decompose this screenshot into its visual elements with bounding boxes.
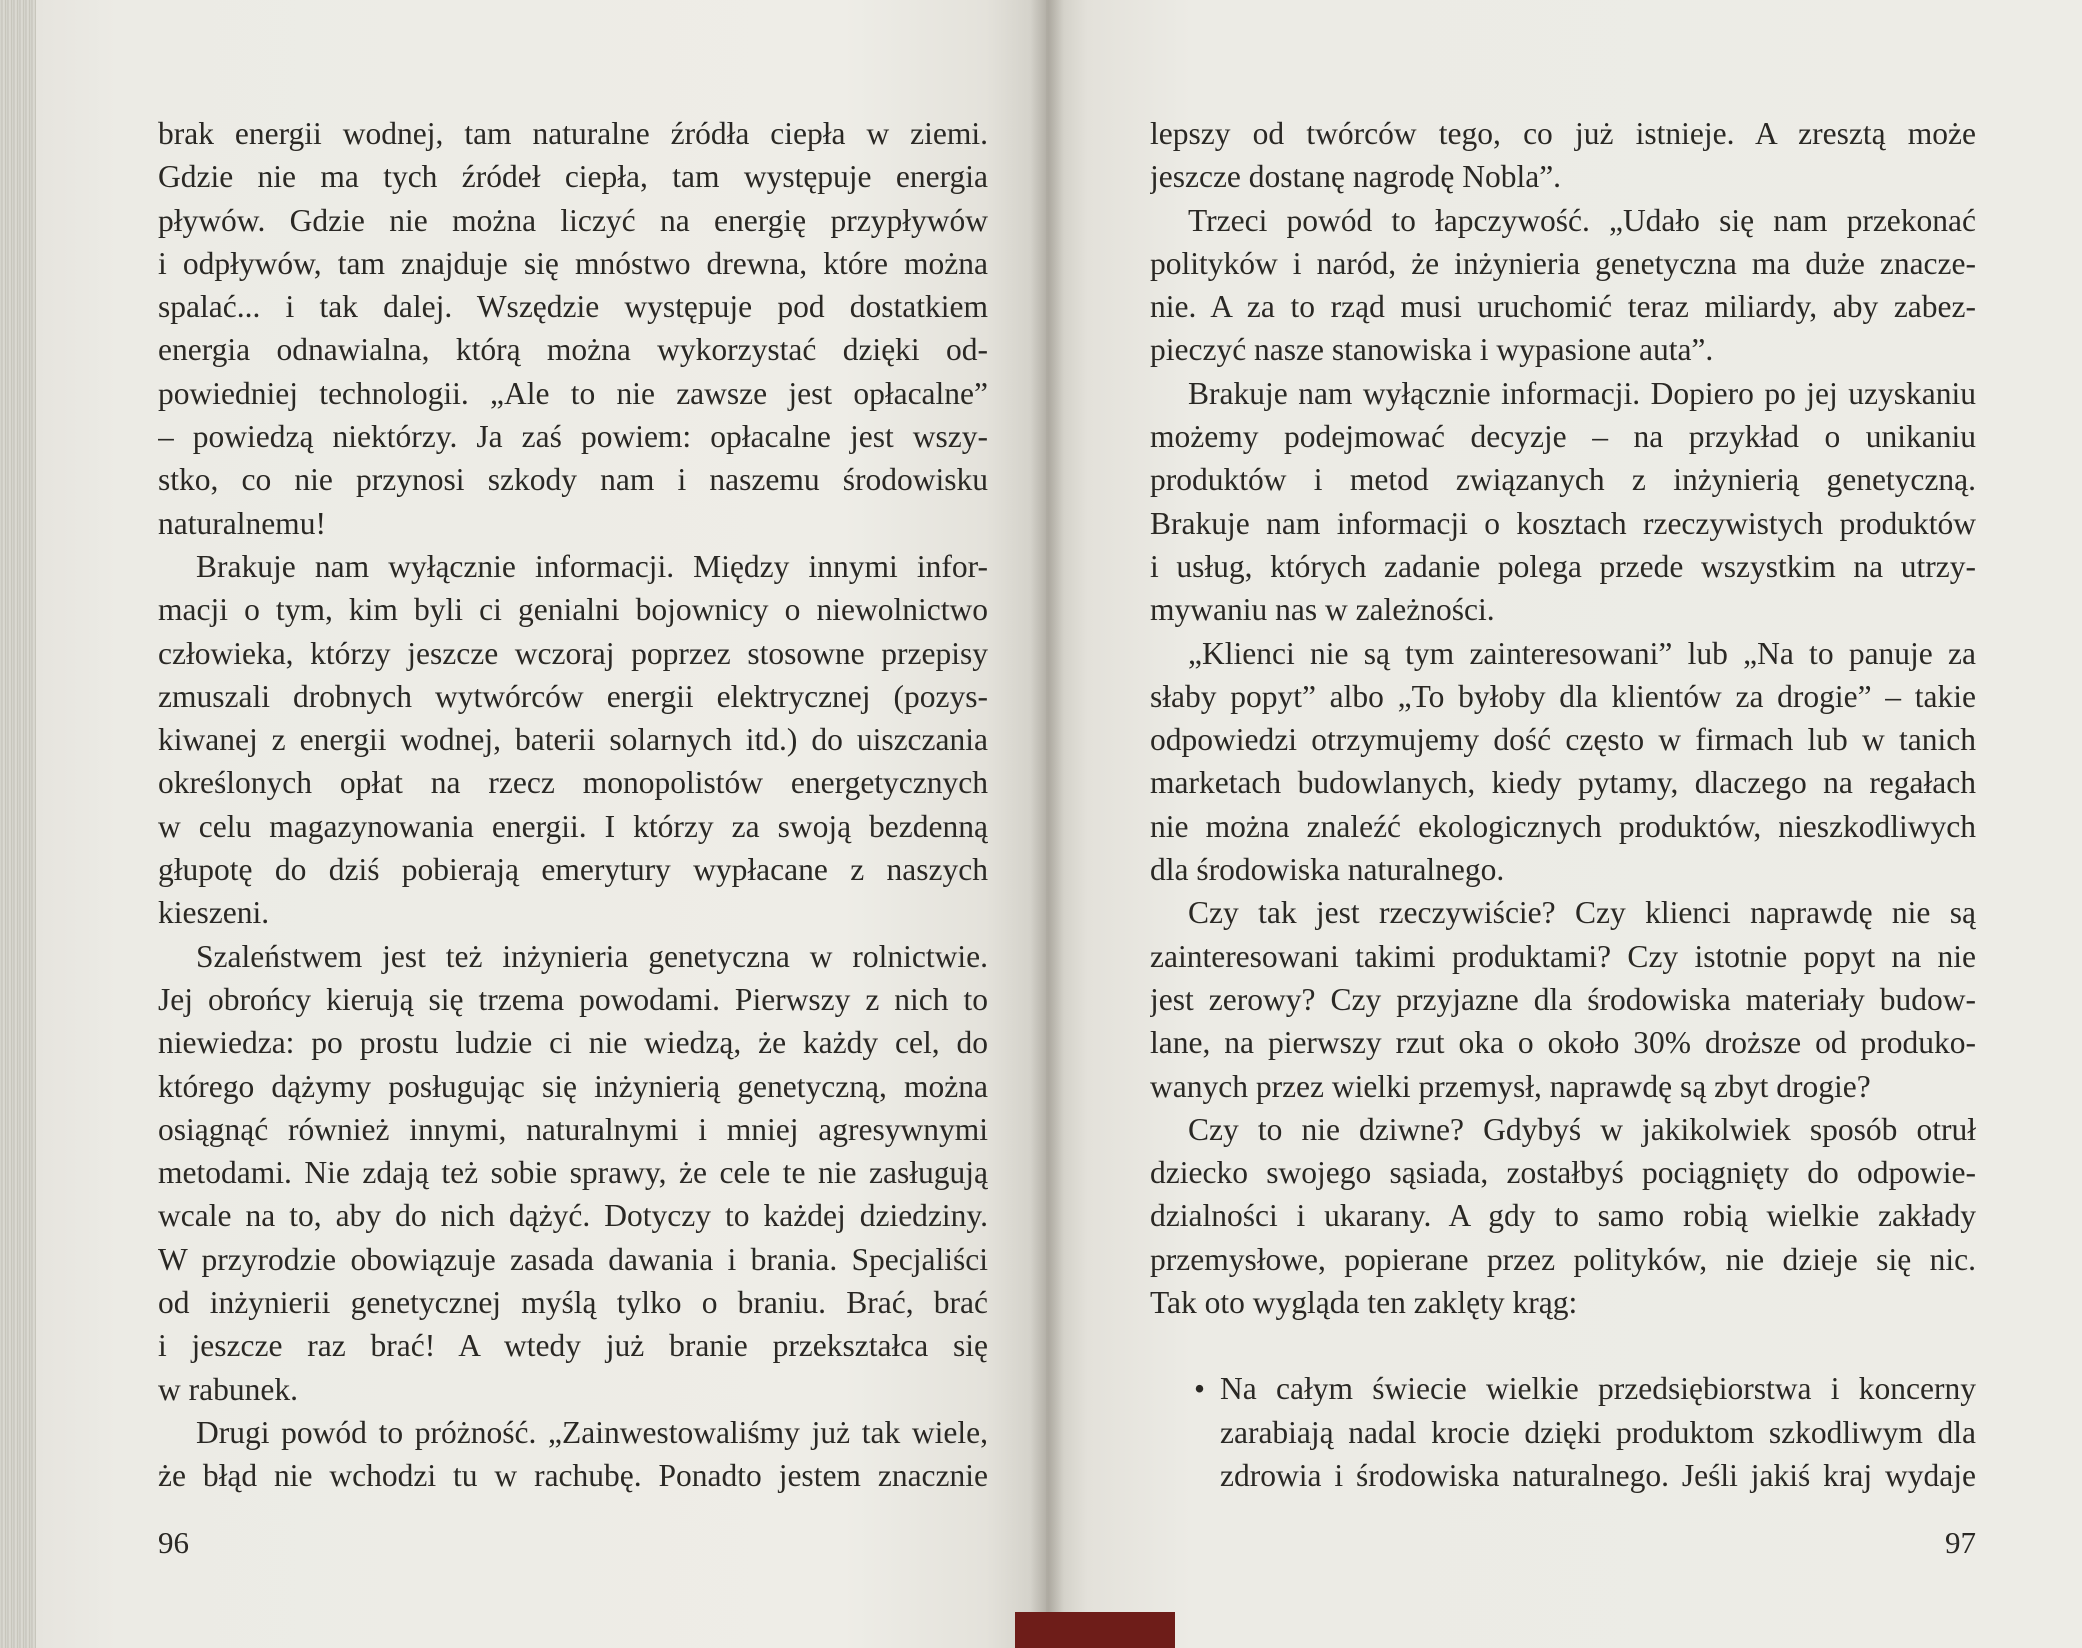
text-line: Gdzie nie ma tych źródeł ciepła, tam występuje energia	[158, 159, 988, 195]
text-line: W przyrodzie obowiązuje zasada dawania i brania. Specjaliści	[158, 1241, 988, 1277]
text-line: wanych przez wielki przemysł, naprawdę są zbyt drogie?	[1150, 1068, 1871, 1104]
paragraph-start-line: Drugi powód to próżność. „Zainwestowaliśmy już tak wiele,	[196, 1414, 988, 1450]
text-line: naturalnemu!	[158, 505, 326, 541]
text-line: metodami. Nie zdają też sobie sprawy, że cele te nie zasługują	[158, 1155, 988, 1191]
bullet-continuation-line: zarabiają nadal krocie dzięki produktom szkodliwym dla	[1220, 1414, 1976, 1450]
text-line: dzialności i ukarany. A gdy to samo robią wielkie zakłady	[1150, 1198, 1976, 1234]
left-page	[36, 0, 1046, 1648]
text-line: dziecko swojego sąsiada, zostałbyś pociągnięty do odpowie-	[1150, 1155, 1976, 1191]
text-line: zmuszali drobnych wytwórców energii elektrycznej (pozys-	[158, 678, 988, 714]
text-line: człowieka, którzy jeszcze wczoraj poprzez stosowne przepisy	[158, 635, 988, 671]
text-line: lane, na pierwszy rzut oka o około 30% droższe od produko-	[1150, 1025, 1976, 1061]
text-line: pieczyć nasze stanowiska i wypasione auta”.	[1150, 332, 1714, 368]
text-line: spalać... i tak dalej. Wszędzie występuje pod dostatkiem	[158, 289, 988, 325]
text-line: którego dążymy posługując się inżynierią genetyczną, można	[158, 1068, 988, 1104]
text-line: marketach budowlanych, kiedy pytamy, dlaczego na regałach	[1150, 765, 1976, 801]
text-line: – powiedzą niektórzy. Ja zaś powiem: opłacalne jest wszy-	[158, 419, 988, 455]
text-line: nie. A za to rząd musi uruchomić teraz miliardy, aby zabez-	[1150, 289, 1976, 325]
text-line: stko, co nie przynosi szkody nam i naszemu środowisku	[158, 462, 988, 498]
text-line: produktów i metod związanych z inżynierią genetyczną.	[1150, 462, 1976, 498]
text-line: macji o tym, kim byli ci genialni bojownicy o niewolnictwo	[158, 592, 988, 628]
list-spacer	[1150, 1324, 1976, 1367]
text-line: i usług, których zadanie polega przede wszystkim na utrzy-	[1150, 548, 1976, 584]
paragraph-start-line: Szaleństwem jest też inżynieria genetyczna w rolnictwie.	[196, 938, 988, 974]
text-line: energia odnawialna, którą można wykorzystać dzięki od-	[158, 332, 988, 368]
bullet-icon: •	[1194, 1371, 1206, 1407]
text-line: niewiedza: po prostu ludzie ci nie wiedzą, że każdy cel, do	[158, 1025, 988, 1061]
text-line: powiedniej technologii. „Ale to nie zawsze jest opłacalne”	[158, 375, 988, 411]
text-line: i jeszcze raz brać! A wtedy już branie przekształca się	[158, 1328, 988, 1364]
paragraph-start-line: „Klienci nie są tym zainteresowani” lub „Na to panuje za	[1188, 635, 1976, 671]
paragraph-start-line: Trzeci powód to łapczywość. „Udało się nam przekonać	[1188, 202, 1976, 238]
text-line: że błąd nie wchodzi tu w rachubę. Ponadto jestem znacznie	[158, 1458, 988, 1494]
paragraph-start-line: Brakuje nam wyłącznie informacji. Między innymi infor-	[196, 548, 988, 584]
right-page-text	[1150, 112, 1976, 1497]
text-line: mywaniu nas w zależności.	[1150, 592, 1495, 628]
text-line: wcale na to, aby do nich dążyć. Dotyczy to każdej dziedziny.	[158, 1198, 988, 1234]
text-line: i odpływów, tam znajduje się mnóstwo drewna, które można	[158, 245, 988, 281]
text-line: kieszeni.	[158, 895, 270, 931]
page-edges	[0, 0, 36, 1648]
text-line: zainteresowani takimi produktami? Czy istotnie popyt na nie	[1150, 938, 1976, 974]
text-line: określonych opłat na rzecz monopolistów energetycznych	[158, 765, 988, 801]
text-line: kiwanej z energii wodnej, baterii solarnych itd.) do uiszczania	[158, 722, 988, 758]
text-line: brak energii wodnej, tam naturalne źródła ciepła w ziemi.	[158, 116, 988, 151]
text-line: głupotę do dziś pobierają emerytury wypłacane z naszych	[158, 852, 988, 888]
text-line: jest zerowy? Czy przyjazne dla środowiska materiały budow-	[1150, 981, 1976, 1017]
text-line: możemy podejmować decyzje – na przykład o unikaniu	[1150, 419, 1976, 455]
bullet-continuation-line: zdrowia i środowiska naturalnego. Jeśli jakiś kraj wydaje	[1220, 1457, 1976, 1493]
text-line: odpowiedzi otrzymujemy dość często w firmach lub w tanich	[1150, 722, 1976, 758]
text-line: polityków i naród, że inżynieria genetyczna ma duże znacze-	[1150, 245, 1976, 281]
left-page-text	[158, 112, 988, 1498]
bullet-text: Na całym świecie wielkie przedsiębiorstwa i koncerny	[1220, 1371, 1976, 1407]
bullet-list-item	[1150, 1367, 1976, 1410]
paragraph-start-line: Czy tak jest rzeczywiście? Czy klienci naprawdę nie są	[1188, 895, 1976, 931]
text-line: jeszcze dostanę nagrodę Nobla”.	[1150, 159, 1562, 195]
text-line: Jej obrońcy kierują się trzema powodami. Pierwszy z nich to	[158, 981, 988, 1017]
book-cover-edge	[1015, 1612, 1175, 1648]
text-line: pływów. Gdzie nie można liczyć na energię przypływów	[158, 202, 988, 238]
text-line: przemysłowe, popierane przez polityków, nie dzieje się nic.	[1150, 1241, 1976, 1277]
text-line: Tak oto wygląda ten zaklęty krąg:	[1150, 1285, 1578, 1321]
right-page	[1046, 0, 2082, 1648]
page-number: 97	[1945, 1525, 1976, 1560]
text-line: dla środowiska naturalnego.	[1150, 852, 1505, 888]
book-spine-shadow	[1030, 0, 1064, 1648]
paragraph-start-line: Czy to nie dziwne? Gdybyś w jakikolwiek sposób otruł	[1188, 1111, 1976, 1147]
text-line: od inżynierii genetycznej myślą tylko o braniu. Brać, brać	[158, 1285, 988, 1321]
text-line: słaby popyt” albo „To byłoby dla klientów za drogie” – takie	[1150, 678, 1976, 714]
text-line: w rabunek.	[158, 1371, 298, 1407]
text-line: Brakuje nam informacji o kosztach rzeczywistych produktów	[1150, 505, 1976, 541]
text-line: w celu magazynowania energii. I którzy za swoją bezdenną	[158, 808, 988, 844]
paragraph-start-line: Brakuje nam wyłącznie informacji. Dopiero po jej uzyskaniu	[1188, 375, 1976, 411]
text-line: nie można znaleźć ekologicznych produktów, nieszkodliwych	[1150, 808, 1976, 844]
text-line: osiągnąć również innymi, naturalnymi i mniej agresywnymi	[158, 1111, 988, 1147]
page-number: 96	[158, 1525, 189, 1560]
text-line: lepszy od twórców tego, co już istnieje. A zresztą może	[1150, 116, 1976, 151]
